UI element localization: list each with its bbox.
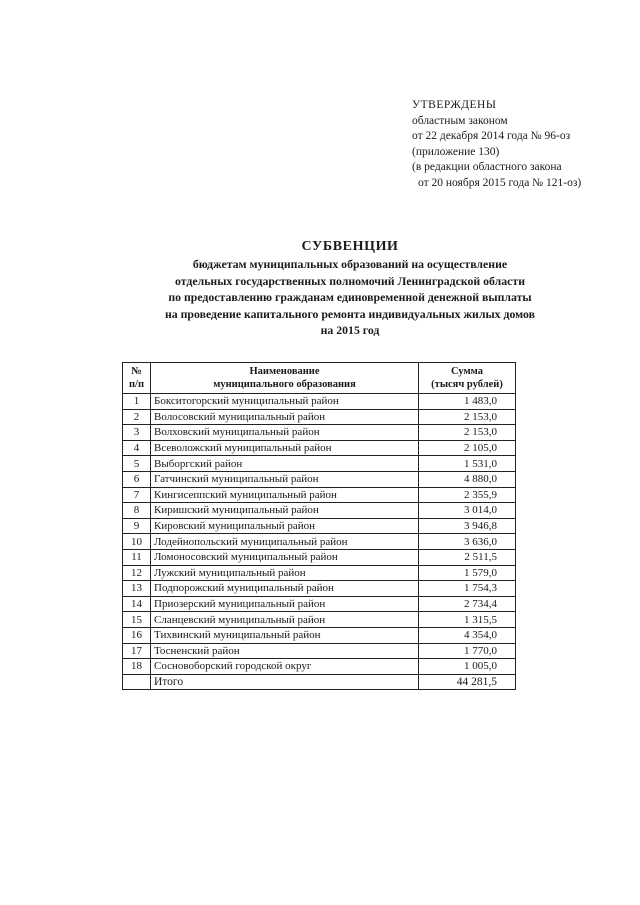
approval-line-6: от 20 ноября 2015 года № 121-оз) [418, 176, 582, 189]
row-sum: 1 770,0 [419, 643, 516, 659]
table-row [123, 518, 516, 534]
row-sum: 2 153,0 [419, 425, 516, 441]
row-num: 6 [123, 471, 151, 487]
table-row [123, 425, 516, 441]
row-sum: 1 579,0 [419, 565, 516, 581]
row-name: Всеволожский муниципальный район [151, 440, 419, 456]
approval-line-3: от 22 декабря 2014 года № 96-оз [412, 130, 571, 142]
row-num: 18 [123, 659, 151, 675]
row-name: Ломоносовский муниципальный район [151, 549, 419, 565]
row-num: 9 [123, 518, 151, 534]
row-num: 10 [123, 534, 151, 550]
row-num: 5 [123, 456, 151, 472]
table-row [123, 627, 516, 643]
row-sum: 1 315,5 [419, 612, 516, 628]
total-label: Итого [151, 674, 419, 690]
table-row [123, 534, 516, 550]
table-row [123, 394, 516, 410]
row-sum: 4 880,0 [419, 471, 516, 487]
subventions-table [122, 362, 516, 690]
table-body [123, 394, 516, 675]
header-name [151, 363, 419, 394]
table-row [123, 456, 516, 472]
row-num: 14 [123, 596, 151, 612]
row-sum: 1 531,0 [419, 456, 516, 472]
row-num: 7 [123, 487, 151, 503]
row-num: 11 [123, 549, 151, 565]
row-num: 4 [123, 440, 151, 456]
header-num-line-1: № [131, 366, 142, 377]
approval-line-2: областным законом [412, 114, 508, 127]
row-num: 3 [123, 425, 151, 441]
header-name-line-2: муниципального образования [213, 379, 356, 390]
table-row [123, 471, 516, 487]
table-row [123, 565, 516, 581]
row-name: Лужский муниципальный район [151, 565, 419, 581]
row-num: 16 [123, 627, 151, 643]
row-sum: 1 005,0 [419, 659, 516, 675]
row-name: Тихвинский муниципальный район [151, 627, 419, 643]
approval-line-5: (в редакции областного закона [412, 161, 562, 173]
approval-line-4: (приложение 130) [412, 145, 500, 158]
row-sum: 2 105,0 [419, 440, 516, 456]
row-sum: 2 355,9 [419, 487, 516, 503]
row-name: Волосовский муниципальный район [151, 409, 419, 425]
row-name: Киришский муниципальный район [151, 503, 419, 519]
row-num: 12 [123, 565, 151, 581]
total-num-cell [123, 674, 151, 690]
header-name-line-1: Наименование [249, 366, 320, 377]
row-sum: 3 636,0 [419, 534, 516, 550]
total-sum: 44 281,5 [419, 674, 516, 690]
table-row [123, 549, 516, 565]
table-row [123, 581, 516, 597]
table-row [123, 503, 516, 519]
table-row [123, 487, 516, 503]
row-name: Волховский муниципальный район [151, 425, 419, 441]
approval-stamp [412, 98, 581, 191]
row-name: Лодейнопольский муниципальный район [151, 534, 419, 550]
row-num: 15 [123, 612, 151, 628]
row-name: Выборгский район [151, 456, 419, 472]
row-num: 8 [123, 503, 151, 519]
total-row [123, 674, 516, 690]
row-name: Бокситогорский муниципальный район [151, 394, 419, 410]
header-sum-line-2: (тысяч рублей) [431, 379, 503, 390]
row-sum: 3 946,8 [419, 518, 516, 534]
table-row [123, 440, 516, 456]
approval-line-1: УТВЕРЖДЕНЫ [412, 99, 497, 111]
table-row [123, 409, 516, 425]
table-row [123, 659, 516, 675]
title-line-3: по предоставлению гражданам единовременной денежной выплаты [168, 290, 532, 304]
row-num: 1 [123, 394, 151, 410]
header-sum [419, 363, 516, 394]
row-sum: 2 511,5 [419, 549, 516, 565]
header-num-line-2: п/п [128, 379, 145, 390]
row-sum: 4 354,0 [419, 627, 516, 643]
table-row [123, 596, 516, 612]
row-sum: 1 483,0 [419, 394, 516, 410]
row-name: Подпорожский муниципальный район [151, 581, 419, 597]
row-name: Сосновоборский городской округ [151, 659, 419, 675]
header-num [123, 363, 151, 394]
row-num: 13 [123, 581, 151, 597]
title-line-5: на 2015 год [320, 323, 380, 337]
row-name: Приозерский муниципальный район [151, 596, 419, 612]
row-num: 17 [123, 643, 151, 659]
row-sum: 1 754,3 [419, 581, 516, 597]
row-name: Кингисеппский муниципальный район [151, 487, 419, 503]
table-row [123, 643, 516, 659]
row-name: Тосненский район [151, 643, 419, 659]
title-main: СУБВЕНЦИИ [301, 239, 399, 254]
row-name: Кировский муниципальный район [151, 518, 419, 534]
title-line-4: на проведение капитального ремонта индивидуальных жилых домов [164, 306, 536, 321]
row-name: Сланцевский муниципальный район [151, 612, 419, 628]
table-row [123, 612, 516, 628]
row-sum: 3 014,0 [419, 503, 516, 519]
title-line-2: отдельных государственных полномочий Ленинградской области [174, 273, 525, 288]
title-line-1: бюджетам муниципальных образований на осуществление [192, 257, 508, 271]
document-title [100, 238, 600, 339]
row-sum: 2 734,4 [419, 596, 516, 612]
row-num: 2 [123, 409, 151, 425]
row-sum: 2 153,0 [419, 409, 516, 425]
row-name: Гатчинский муниципальный район [151, 471, 419, 487]
header-sum-line-1: Сумма [451, 366, 483, 377]
table-header-row [123, 363, 516, 394]
